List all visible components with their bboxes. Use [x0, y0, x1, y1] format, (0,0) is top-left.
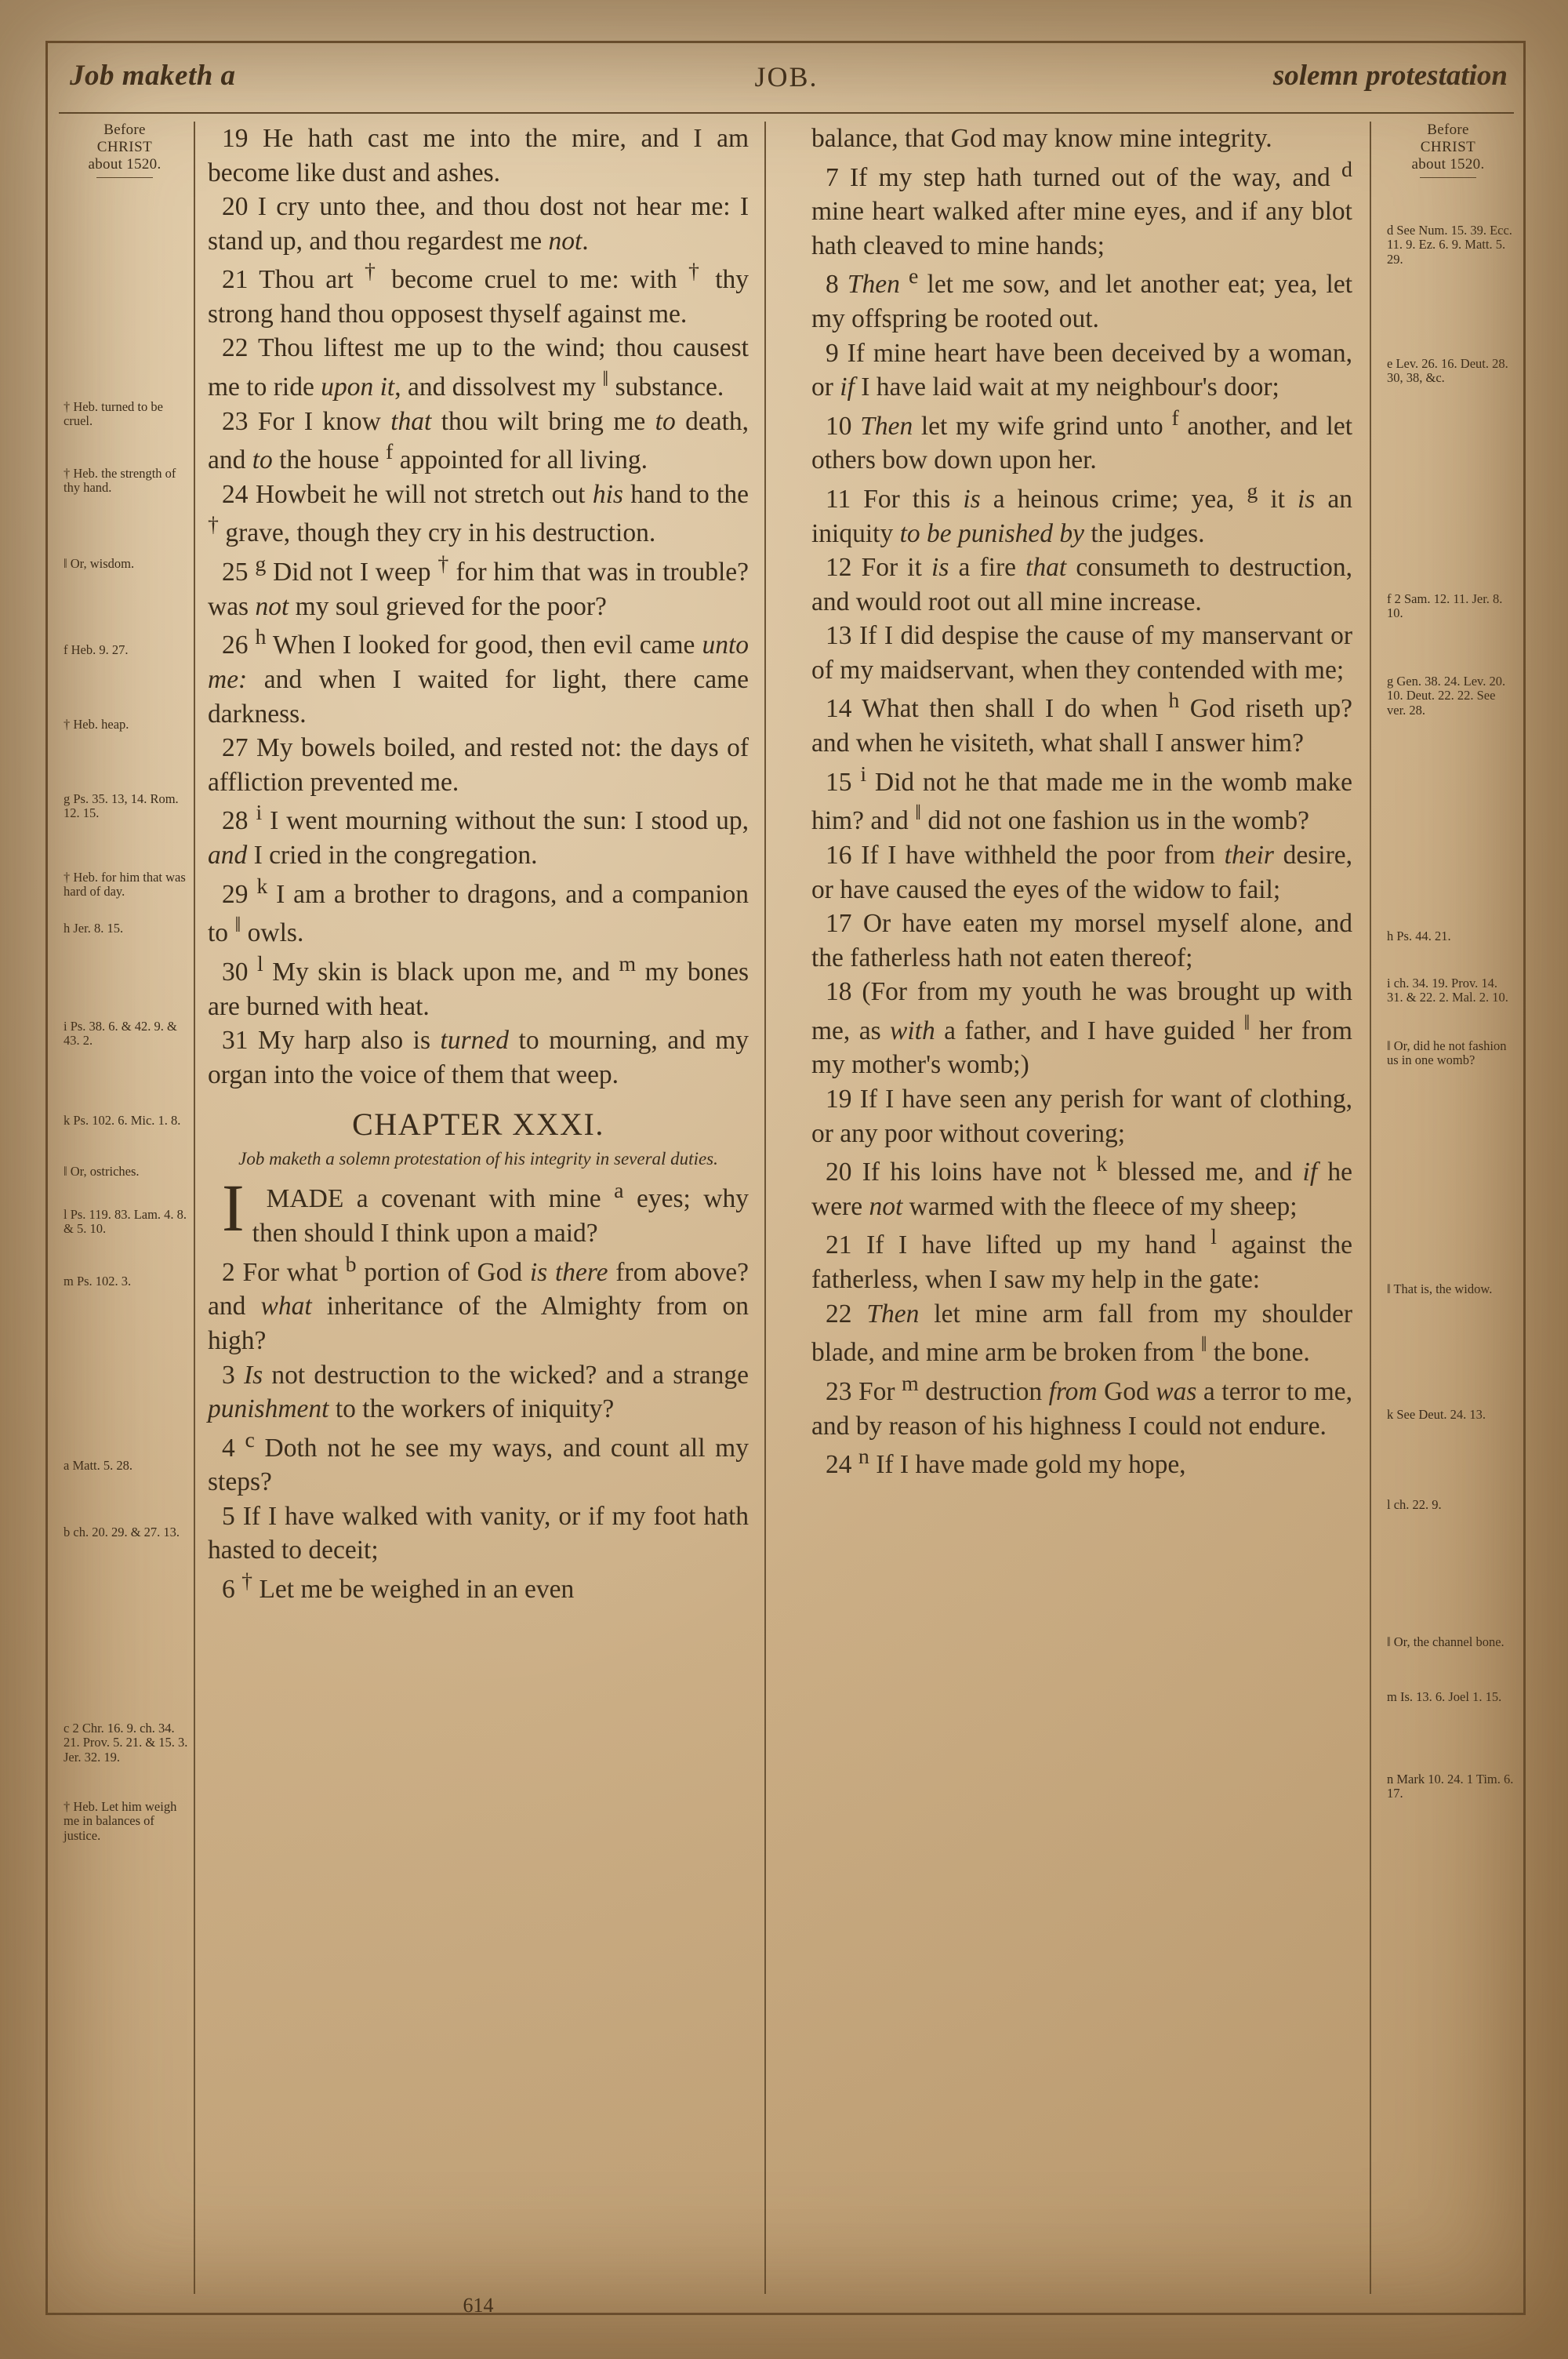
verse-number: 28	[222, 806, 256, 836]
verse-number: 26	[222, 631, 256, 660]
margin-note: † Heb. heap.	[64, 717, 129, 732]
margin-note: h Ps. 44. 21.	[1387, 929, 1451, 943]
margin-note: n Mark 10. 24. 1 Tim. 6. 17.	[1387, 1772, 1514, 1801]
right-margin-header-line2: CHRIST	[1420, 138, 1476, 155]
margin-note: c 2 Chr. 16. 9. ch. 34. 21. Prov. 5. 21. & 15. 3. Jer. 32. 19.	[64, 1721, 188, 1765]
margin-note: g Gen. 38. 24. Lev. 20. 10. Deut. 22. 22. See ver. 28.	[1387, 674, 1506, 718]
verse: 22 Thou liftest me up to the wind; thou causest me to ride upon it, and dissolvest my ‖ substance.	[208, 333, 749, 402]
verse-number: 24	[222, 479, 256, 509]
verse-number: 12	[826, 553, 862, 583]
verse: 21 Thou art † become cruel to me: with † thy strong hand thou opposest thyself against me.	[208, 260, 750, 329]
verse: 2 For what $^b$ portion of God is there from above? and what inheritance of the Almighty from on high?	[208, 1252, 750, 1355]
verse-number: 23	[826, 1377, 858, 1407]
verse-number: 14	[826, 694, 862, 724]
verse-number: 27	[222, 733, 256, 763]
verse-number: 6	[222, 1575, 242, 1605]
chapter-heading: CHAPTER XXXI.	[352, 1107, 604, 1143]
left-margin-header-line3: about 1520.	[88, 155, 162, 173]
verse: 7 If my step hath turned out of the way, and $^d$ mine heart walked after mine eyes, and if any blot hath cleaved to mine hands;	[811, 157, 1352, 260]
verse-number: 29	[222, 879, 257, 909]
verse: 24 $^n$ If I have made gold my hope,	[826, 1445, 1186, 1480]
verse: 19 If I have seen any perish for want of clothing, or any poor without covering;	[811, 1085, 1352, 1148]
margin-note: f Heb. 9. 27.	[64, 642, 129, 657]
text-column-right	[811, 122, 1352, 1482]
verse-number: 11	[826, 485, 864, 514]
verse: 12 For it is a fire that consumeth to destruction, and would root out all mine increase.	[811, 553, 1352, 616]
verse-number: 13	[826, 621, 860, 651]
verse-number: 18	[826, 977, 862, 1007]
column-divider-3	[1370, 122, 1371, 2294]
verse-number: 4	[222, 1433, 245, 1463]
verse-number: 23	[222, 406, 258, 436]
verse: 4 $^c$ Doth not he see my ways, and count all my steps?	[208, 1427, 749, 1497]
verse-continuation: balance, that God may know mine integrity.	[811, 124, 1272, 153]
right-margin-header-line3: about 1520.	[1411, 155, 1485, 173]
verse: 17 Or have eaten my morsel myself alone, and the fatherless hath not eaten thereof;	[811, 909, 1353, 972]
verse: 14 What then shall I do when $^h$ God riseth up? and when he visiteth, what shall I answer him?	[811, 689, 1352, 758]
verse: 16 If I have withheld the poor from their desire, or have caused the eyes of the widow to fail;	[811, 841, 1353, 904]
margin-note: e Lev. 26. 16. Deut. 28. 30, 38, &c.	[1387, 356, 1508, 386]
column-divider-2	[764, 122, 766, 2294]
verse-number: 7	[826, 162, 851, 192]
verse: 15 $^i$ Did not he that made me in the womb make him? and ‖ did not one fashion us in the womb?	[811, 761, 1352, 836]
margin-note: ‖ Or, the channel bone.	[1387, 1634, 1504, 1649]
right-margin-header-line1: Before	[1427, 122, 1469, 138]
verse: 6 † Let me be weighed in an even	[222, 1568, 575, 1605]
verse-number: 24	[826, 1450, 858, 1480]
verse-number: 31	[222, 1026, 259, 1056]
verse: 10 Then let my wife grind unto $^f$ another, and let others bow down upon her.	[811, 405, 1353, 475]
verse: 13 If I did despise the cause of my manservant or of my maidservant, when they contended with me;	[811, 621, 1353, 685]
verse-number: 10	[826, 411, 861, 441]
margin-note: ‖ Or, did he not fashion us in one womb?	[1387, 1038, 1507, 1068]
verse-number: 20	[222, 192, 258, 222]
verse-number: 2	[222, 1257, 243, 1287]
margin-note: i Ps. 38. 6. & 42. 9. & 43. 2.	[64, 1019, 177, 1049]
chapter-summary: Job maketh a solemn protestation of his integrity in several duties.	[238, 1149, 718, 1169]
margin-note: m Ps. 102. 3.	[64, 1274, 132, 1289]
text-column-left	[208, 122, 749, 1607]
verse: 5 If I have walked with vanity, or if my foot hath hasted to deceit;	[208, 1501, 750, 1565]
right-margin-notes	[1382, 122, 1514, 1801]
margin-note: † Heb. the strength of thy hand.	[64, 466, 176, 496]
verse: 24 Howbeit he will not stretch out his hand to the † grave, though they cry in his destruction.	[208, 479, 750, 548]
page-inner	[59, 54, 1514, 2317]
margin-note: i ch. 34. 19. Prov. 14. 31. & 22. 2. Mal. 2. 10.	[1387, 976, 1508, 1005]
margin-note: ‖ Or, ostriches.	[64, 1164, 140, 1179]
margin-note: l ch. 22. 9.	[1387, 1497, 1442, 1512]
verse-number: 21	[826, 1230, 867, 1260]
margin-note: ‖ That is, the widow.	[1387, 1281, 1493, 1296]
verse-number: 5	[222, 1501, 243, 1531]
margin-note: d See Num. 15. 39. Ecc. 11. 9. Ez. 6. 9. Matt. 5. 29.	[1387, 223, 1512, 267]
verse: 27 My bowels boiled, and rested not: the days of affliction prevented me.	[208, 733, 750, 797]
verse-number: 22	[222, 333, 259, 363]
verse: 20 I cry unto thee, and thou dost not hear me: I stand up, and thou regardest me not.	[208, 192, 749, 256]
verse-number: 20	[826, 1158, 862, 1187]
margin-note: h Jer. 8. 15.	[64, 921, 124, 936]
left-margin-header-line1: Before	[103, 122, 146, 138]
verse-number: 8	[826, 270, 848, 300]
verse: 22 Then let mine arm fall from my shoulder blade, and mine arm be broken from ‖ the bone.	[811, 1299, 1353, 1368]
verse-number: 9	[826, 338, 848, 368]
verse: 9 If mine heart have been deceived by a woman, or if I have laid wait at my neighbour's door;	[811, 338, 1352, 402]
margin-note: b ch. 20. 29. & 27. 13.	[64, 1525, 180, 1539]
right-margin-header	[1382, 122, 1514, 173]
verse-number: 15	[826, 767, 861, 797]
verse: 19 He hath cast me into the mire, and I am become like dust and ashes.	[208, 124, 750, 187]
verse-number: 19	[826, 1085, 860, 1114]
margin-note: l Ps. 119. 83. Lam. 4. 8. & 5. 10.	[64, 1207, 187, 1237]
left-margin-header	[59, 122, 191, 173]
verse: 23 For $^m$ destruction from God was a terror to me, and by reason of his highness I could not endure.	[811, 1371, 1353, 1441]
verse-number: 21	[222, 265, 260, 295]
verse-number: 22	[826, 1299, 867, 1329]
verse: 21 If I have lifted up my hand $^l$ against the fatherless, when I saw my help in the gate:	[811, 1225, 1353, 1295]
margin-note: f 2 Sam. 12. 11. Jer. 8. 10.	[1387, 591, 1503, 621]
verse-number: 19	[222, 124, 263, 153]
verse-number: 30	[222, 958, 257, 987]
verse-number: 16	[826, 841, 862, 871]
margin-note: † Heb. Let him weigh me in balances of justice.	[64, 1799, 177, 1843]
drop-cap: I	[222, 1170, 245, 1246]
right-margin-rule	[1420, 177, 1476, 178]
columns-area	[59, 122, 1514, 2317]
margin-note: k Ps. 102. 6. Mic. 1. 8.	[64, 1113, 181, 1128]
page-frame	[45, 41, 1526, 2315]
running-head-left: Job maketh a	[70, 60, 236, 92]
margin-note: † Heb. for him that was hard of day.	[64, 870, 186, 900]
verse: 26 $^h$ When I looked for good, then evil came unto me: and when I waited for light, there came darkness.	[208, 625, 749, 729]
verse: 20 If his loins have not $^k$ blessed me, and if he were not warmed with the fleece of my sheep;	[811, 1152, 1353, 1221]
left-margin-header-line2: CHRIST	[96, 138, 153, 155]
left-margin-rule	[96, 177, 153, 178]
margin-note: a Matt. 5. 28.	[64, 1458, 132, 1473]
verse: 3 Is not destruction to the wicked? and a strange punishment to the workers of iniquity?	[208, 1360, 749, 1424]
running-head-center: JOB.	[754, 61, 818, 93]
margin-note: k See Deut. 24. 13.	[1387, 1407, 1486, 1422]
running-head	[59, 54, 1514, 109]
margin-note: † Heb. turned to be cruel.	[64, 399, 163, 429]
head-rule	[59, 112, 1514, 114]
verse: 11 For this is a heinous crime; yea, $^g$ it is an iniquity to be punished by the judges.	[811, 478, 1352, 548]
verse: 8 Then $^e$ let me sow, and let another eat; yea, let my offspring be rooted out.	[811, 264, 1353, 334]
column-divider-1	[194, 122, 195, 2294]
verse: 23 For I know that thou wilt bring me to death, and to the house $^f$ appointed for all living.	[208, 406, 750, 475]
verse: 30 $^l$ My skin is black upon me, and $^m$ my bones are burned with heat.	[208, 951, 749, 1021]
verse: 31 My harp also is turned to mourning, and my organ into the voice of them that weep.	[208, 1026, 749, 1089]
verse-number: 25	[222, 558, 256, 587]
verse-number: 17	[826, 909, 863, 939]
verse: 28 $^i$ I went mourning without the sun: I stood up, and I cried in the congregation.	[208, 801, 750, 871]
margin-note: ‖ Or, wisdom.	[64, 556, 135, 571]
page-number: 614	[463, 2294, 494, 2317]
verse-number: 3	[222, 1360, 244, 1390]
verse: 18 (For from my youth he was brought up with me, as with a father, and I have guided ‖ her from my mother's womb;)	[811, 977, 1352, 1080]
margin-note: g Ps. 35. 13, 14. Rom. 12. 15.	[64, 791, 179, 821]
verse: I MADE a covenant with mine $^a$ eyes; why then should I think upon a maid?	[208, 1177, 749, 1250]
verse: 25 $^g$ Did not I weep † for him that was in trouble? was not my soul grieved for the poor?	[208, 552, 749, 621]
margin-note: m Is. 13. 6. Joel 1. 15.	[1387, 1689, 1502, 1704]
left-margin-notes	[59, 122, 191, 1843]
verse: 29 $^k$ I am a brother to dragons, and a companion to ‖ owls.	[208, 874, 749, 948]
running-head-right: solemn protestation	[1272, 60, 1508, 92]
